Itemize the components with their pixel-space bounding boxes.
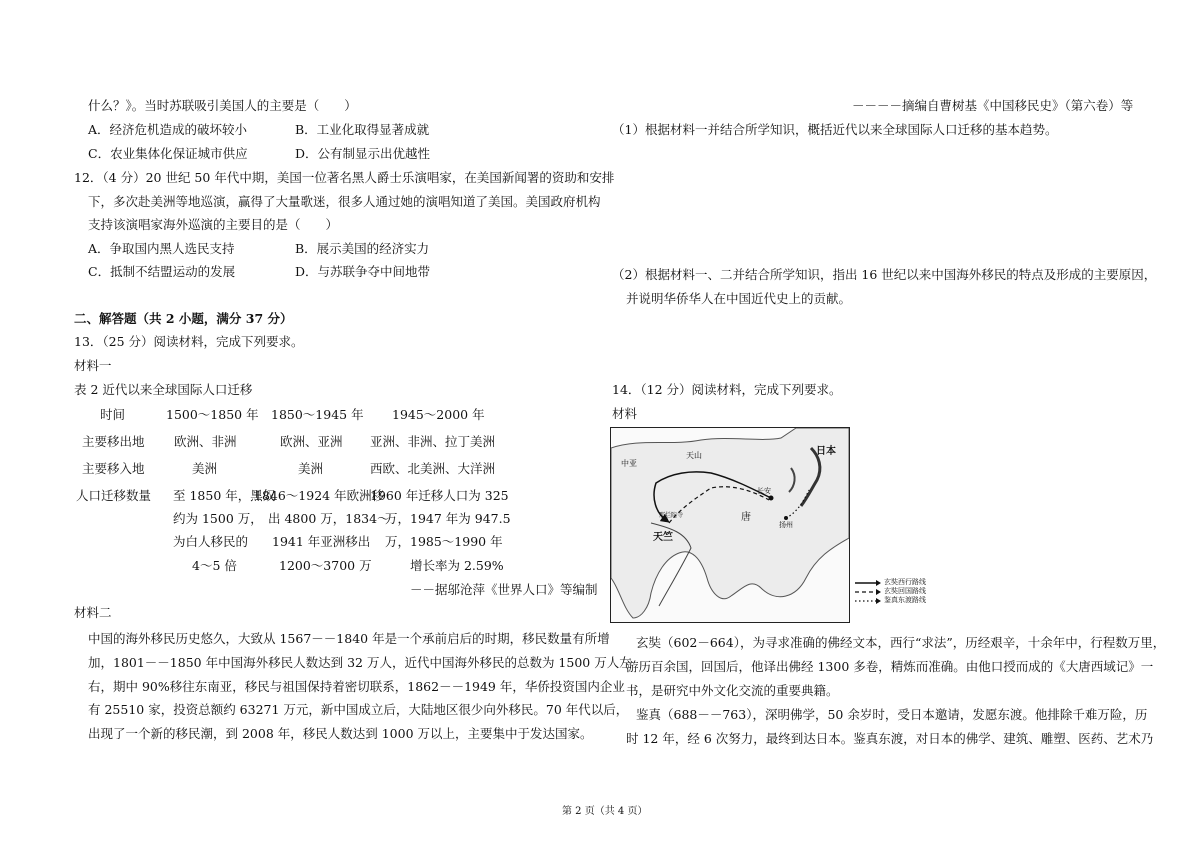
table-row-label-number: 人口迁移数量 <box>76 488 152 503</box>
q12-option-b: B．展示美国的经济实力 <box>295 241 430 256</box>
legend-label: 玄奘回国路线 <box>884 587 926 595</box>
table-row-label-out: 主要移出地 <box>82 434 145 449</box>
material-2-line: 中国的海外移民历史悠久，大致从 1567－－1840 年是一个承前启后的时期，移民数量有所增 <box>88 631 610 646</box>
map-label-changan: 长安 <box>757 487 771 495</box>
material-source: －－－－摘编自曹树基《中国移民史》（第六卷）等 <box>852 98 1134 113</box>
jianzhen-line: 时 12 年，经 6 次努力，最终到达日本。鉴真东渡，对日本的佛学、建筑、雕塑、医药、艺术乃 <box>626 731 1154 746</box>
table-cell: 1200～3700 万 <box>279 558 372 573</box>
q11-option-c: C．农业集体化保证城市供应 <box>88 146 248 161</box>
table-cell: 美洲 <box>298 461 324 476</box>
legend-item <box>855 587 926 596</box>
q12-stem-line2: 下，多次赴美洲等地巡演，赢得了大量歌迷，很多人通过她的演唱知道了美国。美国政府机构 <box>88 194 601 209</box>
material-label: 材料 <box>612 406 638 421</box>
q14-heading: 14．（12 分）阅读材料，完成下列要求。 <box>612 382 842 397</box>
table-cell: 欧洲、非洲 <box>174 434 237 449</box>
table-source: －－据邬沧萍《世界人口》等编制 <box>410 582 598 597</box>
table-header-period-1: 1500～1850 年 <box>166 407 259 422</box>
map-label-tang: 唐 <box>741 512 751 523</box>
q13-subquestion-2-line1: （2）根据材料一、二并结合所学知识，指出 16 世纪以来中国海外移民的特点及形成的主要原因， <box>612 267 1157 282</box>
table-header-period-3: 1945～2000 年 <box>392 407 485 422</box>
table-cell: 西欧、北美洲、大洋洲 <box>370 461 496 476</box>
route-map <box>610 427 850 623</box>
legend-dashed-arrow <box>855 589 881 595</box>
table-cell: 万，1985～1990 年 <box>385 534 503 549</box>
page-number: 第 2 页（共 4 页） <box>562 806 648 817</box>
map-label-central-asia: 中亚 <box>621 459 637 468</box>
q11-option-a: A．经济危机造成的破坏较小 <box>88 122 248 137</box>
map-label-tianshan: 天山 <box>686 451 702 460</box>
table-cell: 1941 年亚洲移出 <box>272 534 371 549</box>
table-cell: 至 1850 年，黑奴 <box>173 488 276 503</box>
q13-subquestion-1: （1）根据材料一并结合所学知识，概括近代以来全球国际人口迁移的基本趋势。 <box>612 122 1058 137</box>
table-cell: 出 4800 万，1834～ <box>268 511 390 526</box>
map-label-india: 天竺 <box>653 532 673 543</box>
xuanzang-line: 玄奘（602－664），为寻求准确的佛经文本，西行“求法”，历经艰辛，十余年中，行程数万里， <box>636 635 1166 650</box>
q12-stem-line1: 12．（4 分）20 世纪 50 年代中期，美国一位著名黑人爵士乐演唱家，在美国新闻署的资助和安排 <box>74 170 615 185</box>
table-cell: 4～5 倍 <box>192 558 237 573</box>
legend-item <box>855 578 926 587</box>
legend-solid-arrow <box>855 580 881 586</box>
material-2-label: 材料二 <box>74 605 112 620</box>
q11-option-d: D．公有制显示出优越性 <box>295 146 431 161</box>
map-label-nalanda: 那烂陀寺 <box>659 512 684 519</box>
q13-subquestion-2-line2: 并说明华侨华人在中国近代史上的贡献。 <box>626 291 852 306</box>
table-header-period-2: 1850～1945 年 <box>271 407 364 422</box>
q11-stem-tail: 什么？》。当时苏联吸引美国人的主要是（ ） <box>88 98 357 113</box>
table-cell: 美洲 <box>192 461 218 476</box>
table-cell: 1846～1924 年欧洲移 <box>254 488 385 503</box>
q12-stem-line3: 支持该演唱家海外巡演的主要目的是（ ） <box>88 217 339 232</box>
table-caption: 表 2 近代以来全球国际人口迁移 <box>74 382 253 397</box>
table-cell: 亚洲、非洲、拉丁美洲 <box>370 434 496 449</box>
xuanzang-line: 书，是研究中外文化交流的重要典籍。 <box>626 683 839 698</box>
legend-dotted-arrow <box>855 598 881 604</box>
q12-option-a: A．争取国内黑人选民支持 <box>88 241 235 256</box>
table-cell: 约为 1500 万， <box>173 511 263 526</box>
map-label-yangzhou: 扬州 <box>779 521 793 529</box>
legend-label: 鉴真东渡路线 <box>884 596 926 604</box>
route-map-graphic <box>611 428 849 622</box>
material-2-line: 加，1801－－1850 年中国海外移民人数达到 32 万人，近代中国海外移民的总数为 1500 万人左 <box>88 655 632 670</box>
material-2-line: 有 25510 家，投资总额约 63271 万元，新中国成立后，大陆地区很少向外移民。70 年代以后， <box>88 702 629 717</box>
q13-heading: 13．（25 分）阅读材料，完成下列要求。 <box>74 334 304 349</box>
q12-option-c: C．抵制不结盟运动的发展 <box>88 264 236 279</box>
jianzhen-line: 鉴真（688－－763），深明佛学，50 余岁时，受日本邀请，发愿东渡。他排除千难万险，历 <box>636 707 1148 722</box>
map-label-japan: 日本 <box>816 446 836 457</box>
table-cell: 欧洲、亚洲 <box>280 434 343 449</box>
map-legend <box>855 578 926 605</box>
table-header-time: 时间 <box>100 407 126 422</box>
table-cell: 增长率为 2.59% <box>410 558 504 573</box>
material-2-line: 出现了一个新的移民潮，到 2008 年，移民人数达到 1000 万以上，主要集中于发达国家。 <box>88 726 593 741</box>
material-2-line: 右，期中 90%移往东南亚，移民与祖国保持着密切联系，1862－－1949 年，华侨投资国内企业 <box>88 679 625 694</box>
table-cell: 1960 年迁移人口为 325 <box>370 488 509 503</box>
section-title: 二、解答题（共 2 小题，满分 37 分） <box>74 311 293 326</box>
q12-option-d: D．与苏联争夺中间地带 <box>295 264 431 279</box>
legend-label: 玄奘西行路线 <box>884 578 926 586</box>
q11-option-b: B．工业化取得显著成就 <box>295 122 430 137</box>
legend-item <box>855 596 926 605</box>
table-cell: 为白人移民的 <box>173 534 249 549</box>
table-row-label-in: 主要移入地 <box>82 461 145 476</box>
xuanzang-line: 游历百余国，回国后，他译出佛经 1300 多卷，精炼而准确。由他口授而成的《大唐西域记》一 <box>626 659 1154 674</box>
table-cell: 万，1947 年为 947.5 <box>385 511 511 526</box>
material-1-label: 材料一 <box>74 358 112 373</box>
